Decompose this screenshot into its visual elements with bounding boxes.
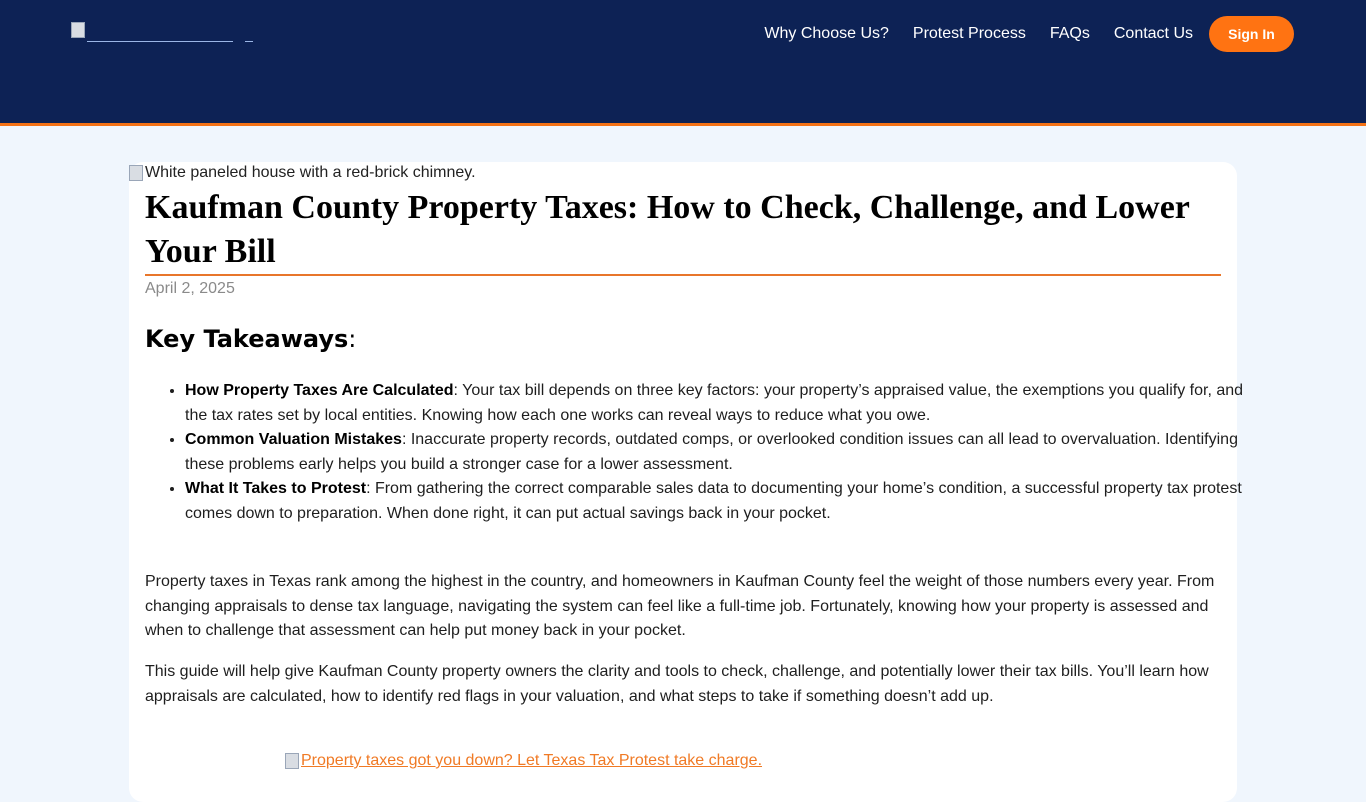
logo-link-underline-small xyxy=(245,41,253,42)
main-nav xyxy=(764,16,1294,52)
key-takeaways-colon: : xyxy=(348,325,357,353)
article-date: April 2, 2025 xyxy=(145,280,235,297)
broken-image-icon xyxy=(129,165,143,181)
nav-contact-us[interactable]: Contact Us xyxy=(1113,25,1193,42)
sign-in-button[interactable]: Sign In xyxy=(1209,16,1294,52)
takeaway-bold: How Property Taxes Are Calculated xyxy=(185,382,454,399)
list-item xyxy=(185,428,1259,477)
list-item xyxy=(185,379,1259,428)
site-logo-link[interactable] xyxy=(71,22,253,42)
key-takeaways-heading xyxy=(145,325,356,353)
list-item xyxy=(185,477,1259,526)
nav-protest-process[interactable]: Protest Process xyxy=(912,25,1026,42)
takeaway-text: : Inaccurate property records, outdated comps, or overlooked condition issues can all lead to overvaluation. Identifying these problems early helps you build a stronger case for a lower assessment. xyxy=(185,431,1238,473)
article-card xyxy=(129,162,1244,802)
nav-why-choose-us[interactable]: Why Choose Us? xyxy=(764,25,889,42)
key-takeaways-list xyxy=(145,379,1259,527)
title-divider xyxy=(145,274,1221,276)
broken-image-icon xyxy=(71,22,85,38)
guide-paragraph: This guide will help give Kaufman County property owners the clarity and tools to check, challenge, and potentially lower their tax bills. You’ll learn how appraisals are calculated, how to identify red flags in your valuation, and what steps to take if something doesn’t add up. xyxy=(145,663,1209,705)
takeaway-text: : From gathering the correct comparable sales data to documenting your home’s condition, a successful property tax protest comes down to preparation. When done right, it can put actual savings back in your pocket. xyxy=(185,480,1242,522)
site-header xyxy=(0,0,1366,126)
cta-banner-link[interactable] xyxy=(285,752,762,770)
key-takeaways-heading-text: Key Takeaways xyxy=(145,325,349,353)
intro-paragraph: Property taxes in Texas rank among the highest in the country, and homeowners in Kaufman County feel the weight of those numbers every year. From changing appraisals to dense tax language, navigating the system can feel like a full-time job. Fortunately, knowing how your property is assessed and when to challenge that assessment can help put money back in your pocket. xyxy=(145,573,1215,640)
takeaway-text: : Your tax bill depends on three key factors: your property’s appraised value, the exemptions you qualify for, and the tax rates set by local entities. Knowing how each one works can reveal ways to reduce what you owe. xyxy=(185,382,1244,424)
cta-banner-alt-text: Property taxes got you down? Let Texas Tax Protest take charge. xyxy=(301,752,763,769)
hero-image xyxy=(129,164,476,182)
article-title: Kaufman County Property Taxes: How to Check, Challenge, and Lower Your Bill xyxy=(145,189,1190,270)
takeaway-bold: Common Valuation Mistakes xyxy=(185,431,402,449)
logo-link-underline xyxy=(87,41,233,42)
broken-image-icon xyxy=(285,753,299,769)
hero-image-alt-text: White paneled house with a red-brick chimney. xyxy=(145,164,476,181)
nav-faqs[interactable]: FAQs xyxy=(1049,25,1090,42)
takeaway-bold: What It Takes to Protest xyxy=(185,480,367,498)
